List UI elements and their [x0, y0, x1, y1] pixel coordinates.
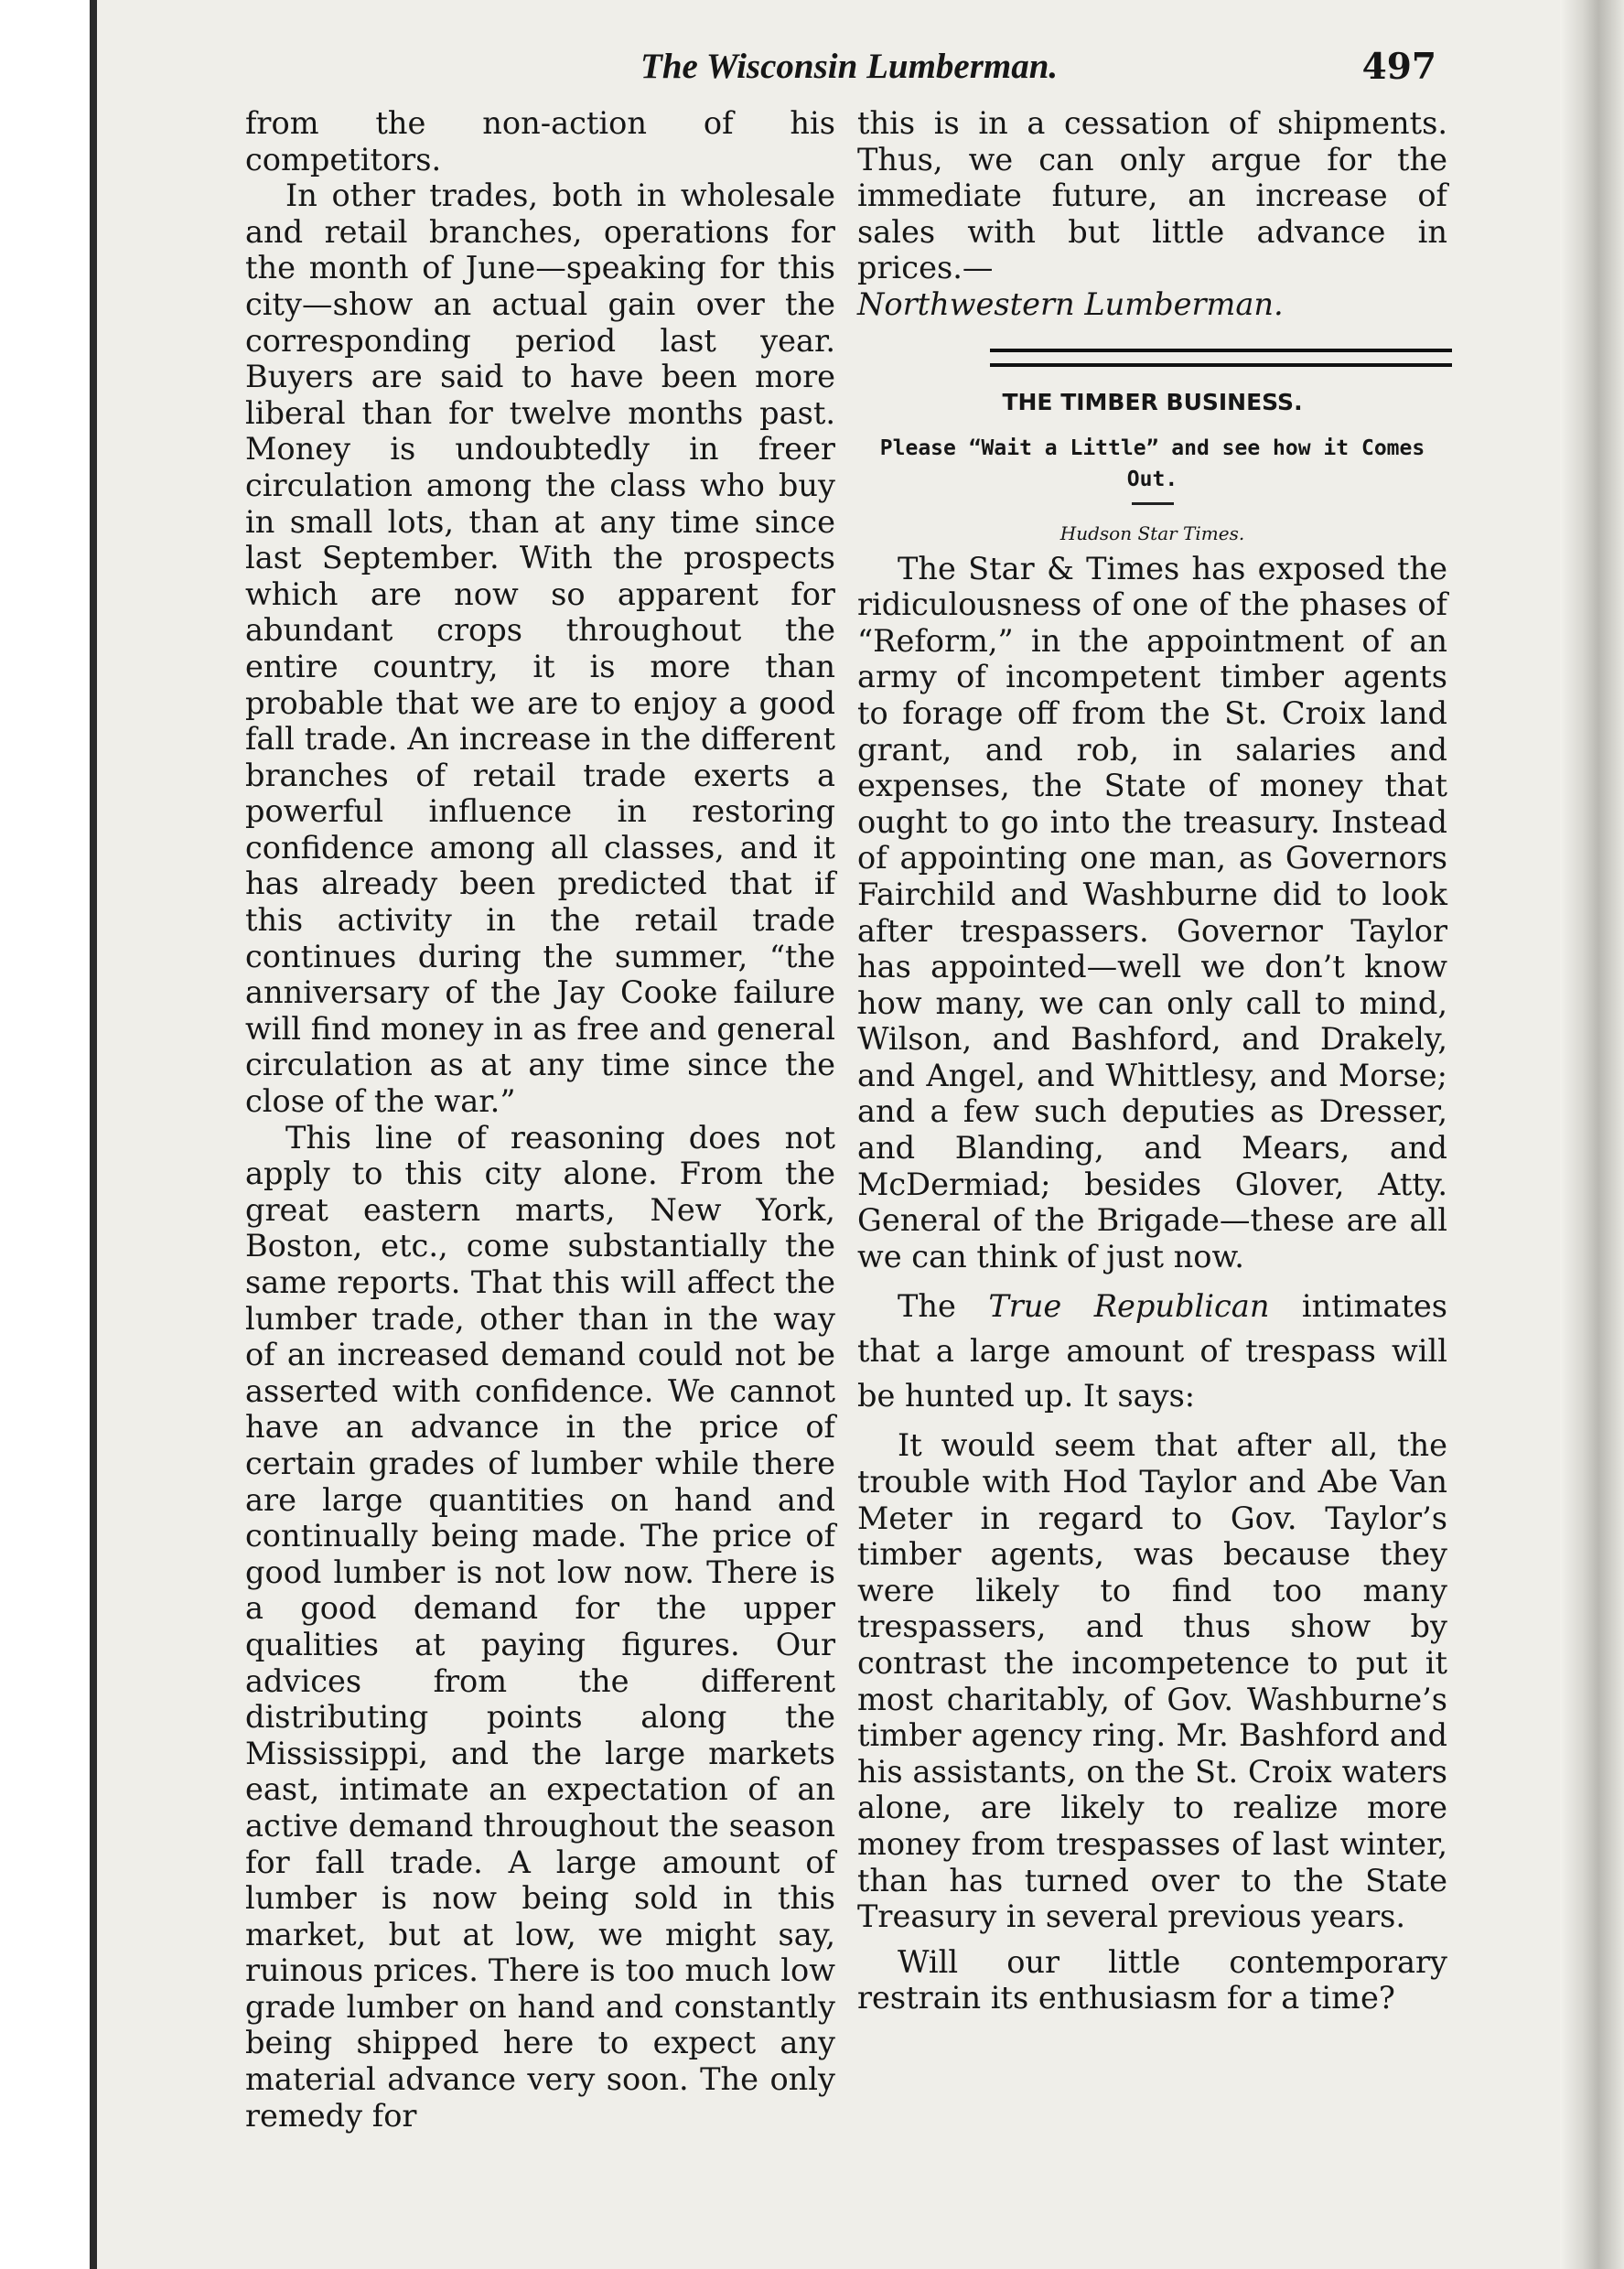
left-paragraph-1: from the non-action of his competitors. [245, 105, 835, 177]
article-subheading: Please “Wait a Little” and see how it Comes Out. [879, 436, 1425, 491]
paragraph-lead: The [898, 1288, 956, 1325]
double-rule [990, 349, 1452, 367]
left-column [245, 105, 835, 2134]
right-paragraph-5: Will our little contemporary restrain its enthusiasm for a time? [857, 1943, 1447, 2016]
right-paragraph-3 [857, 1284, 1447, 1418]
article-source: Hudson Star Times. [1059, 522, 1245, 544]
source-credit: Northwestern Lumberman. [857, 285, 1284, 322]
publication-title: The Wisconsin Lumberman. [640, 47, 1059, 86]
right-paragraph-1 [857, 105, 1447, 323]
scan-margin-left [0, 0, 91, 2269]
left-paragraph-2: In other trades, both in wholesale and retail branches, operations for the month of June—speaking for this city—show an actual gain over the corresponding period last year. Buyers are said to have been more liberal than for twelve months past. Money is undoubtedly in freer circulation among the class who buy in small lots, than at any time since last September. With the prospects which are now so apparent for abundant crops throughout the entire country, it is more than probable that we are to enjoy a good fall trade. An increase in the different branches of retail trade exerts a powerful influence in restoring confidence among all classes, and it has already been predicted that if this activity in the retail trade continues during the summer, “the anniversary of the Jay Cooke failure will find money in as free and general circulation as at any time since the close of the war.” [245, 177, 835, 1120]
right-paragraph-4: It would seem that after all, the trouble with Hod Taylor and Abe Van Meter in regard to Gov. Taylor’s timber agents, was because they were likely to find too many trespassers, and thus show by contrast the incompetence to put it most charitably, of Gov. Washburne’s timber agency ring. Mr. Bashford and his assistants, on the St. Croix waters alone, are likely to realize more money from trespasses of last winter, than has turned over to the State Treasury in several previous years. [857, 1427, 1447, 1935]
page-edge-right [1560, 0, 1624, 2269]
article-heading: THE TIMBER BUSINESS. [1002, 388, 1303, 415]
short-rule [1132, 502, 1174, 505]
left-paragraph-3: This line of reasoning does not apply to this city alone. From the great eastern marts, New York, Boston, etc., come substantially the same reports. That this will affect the lumber trade, other than in the way of an increased demand could not be asserted with confidence. We cannot have an advance in the price of certain grades of lumber while there are large quantities on hand and continually being made. The price of good lumber is not low now. There is a good demand for the upper qualities at paying figures. Our advices from the different distributing points along the Mississippi, and the large markets east, intimate an expectation of an active demand throughout the season for fall trade. A large amount of lumber is now being sold in this market, but at low, we might say, ruinous prices. There is too much low grade lumber on hand and constantly being shipped here to expect any material advance very soon. The only remedy for [245, 1119, 835, 2134]
page-number: 497 [1361, 46, 1436, 88]
right-paragraph-2: The Star & Times has exposed the ridiculousness of one of the phases of “Reform,” in the appointment of an army of incompetent timber agents to forage off from the St. Croix land grant, and rob, in salaries and expenses, the State of money that ought to go into the treasury. Instead of appointing one man, as Governors Fairchild and Washburne did to look after trespassers. Governor Taylor has appointed—well we don’t know how many, we can only call to mind, Wilson, and Bashford, and Drakely, and Angel, and Whittlesy, and Morse; and a few such deputies as Dresser, and Blanding, and Mears, and McDermiad; besides Glover, Atty. General of the Brigade—these are all we can think of just now. [857, 550, 1447, 1274]
running-head [640, 46, 1464, 101]
right-column [857, 105, 1447, 2072]
newspaper-name: True Republican [988, 1288, 1270, 1325]
paragraph-rest: intimates that a large amount of trespass will be hunted up. It says: [857, 1288, 1447, 1414]
continued-text: this is in a cessation of shipments. Thus, we can only argue for the immediate future, an increase of sales with but little advance in prices.— [857, 105, 1447, 286]
binding-shadow [90, 0, 97, 2269]
